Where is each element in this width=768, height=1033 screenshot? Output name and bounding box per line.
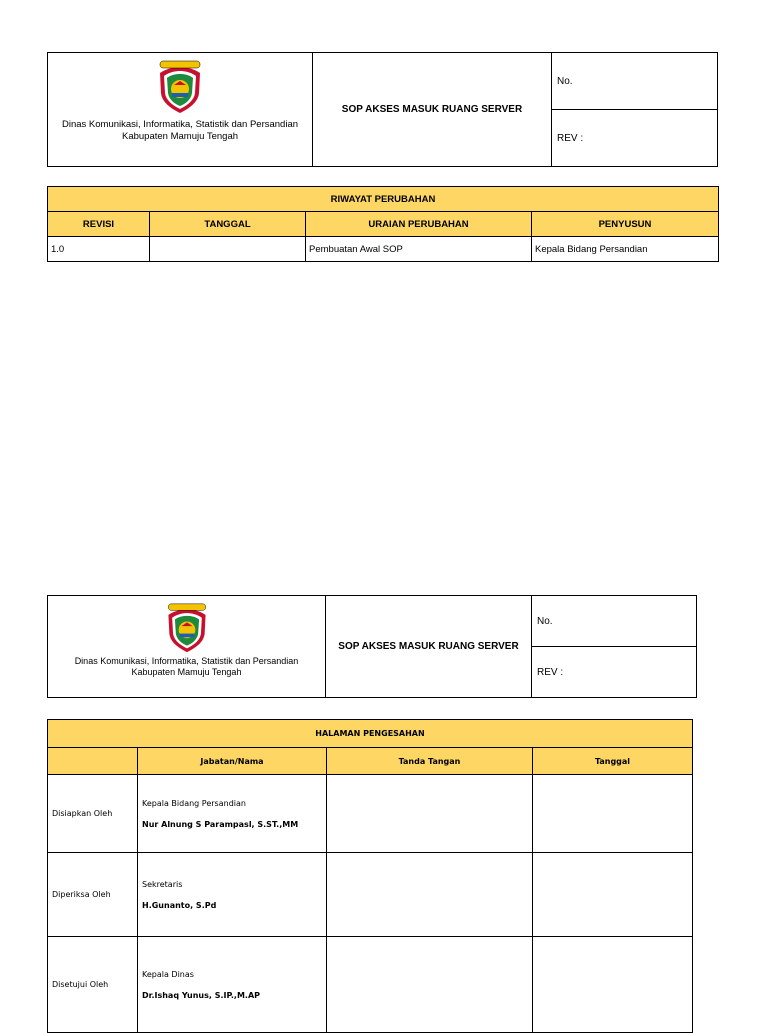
pengesahan-title: HALAMAN PENGESAHAN [48, 720, 693, 748]
table-row [48, 775, 693, 853]
cell-role: Diperiksa Oleh [48, 853, 138, 937]
person-name: Nur Alnung S Parampasl, S.ST.,MM [142, 819, 299, 829]
signature-cell [327, 853, 533, 937]
cell-revisi: 1.0 [48, 237, 150, 262]
column-header-jabatan-nama: Jabatan/Nama [138, 748, 327, 775]
column-header-role [48, 748, 138, 775]
revision-field: REV : [532, 647, 697, 698]
table-row [48, 853, 693, 937]
sop-header-1 [47, 52, 718, 167]
header-logo-cell [48, 596, 326, 698]
position-text: Kepala Bidang Persandian [142, 798, 246, 808]
sop-title: SOP AKSES MASUK RUANG SERVER [313, 53, 552, 167]
organization-line-2: Kabupaten Mamuju Tengah [121, 131, 239, 142]
halaman-pengesahan-table [47, 719, 693, 1033]
table-row [48, 937, 693, 1033]
cell-role: Disiapkan Oleh [48, 775, 138, 853]
date-cell [533, 937, 693, 1033]
column-header-penyusun: PENYUSUN [532, 212, 719, 237]
organization-line-1: Dinas Komunikasi, Informatika, Statistik dan Persandian [61, 119, 299, 130]
organization-name [48, 656, 325, 678]
sop-header-2 [47, 595, 697, 698]
cell-uraian: Pembuatan Awal SOP [306, 237, 532, 262]
sop-title: SOP AKSES MASUK RUANG SERVER [326, 596, 532, 698]
cell-role: Disetujui Oleh [48, 937, 138, 1033]
date-cell [533, 853, 693, 937]
riwayat-title: RIWAYAT PERUBAHAN [48, 187, 719, 212]
table-row [48, 237, 719, 262]
document-number-field: No. [532, 596, 697, 647]
cell-jabatan-nama [138, 853, 327, 937]
cell-penyusun: Kepala Bidang Persandian [532, 237, 719, 262]
person-name: H.Gunanto, S.Pd [142, 900, 217, 910]
organization-line-2: Kabupaten Mamuju Tengah [131, 667, 242, 677]
revision-field: REV : [552, 110, 718, 167]
signature-cell [327, 937, 533, 1033]
header-logo-cell [48, 53, 313, 167]
riwayat-perubahan-table [47, 186, 719, 262]
organization-line-1: Dinas Komunikasi, Informatika, Statistik dan Persandian [74, 656, 299, 666]
cell-tanggal [150, 237, 306, 262]
position-text: Kepala Dinas [142, 969, 194, 979]
column-header-tanggal: Tanggal [533, 748, 693, 775]
mamuju-tengah-crest-icon [152, 59, 208, 115]
position-text: Sekretaris [142, 879, 183, 889]
column-header-revisi: REVISI [48, 212, 150, 237]
column-header-uraian: URAIAN PERUBAHAN [306, 212, 532, 237]
column-header-tanda-tangan: Tanda Tangan [327, 748, 533, 775]
cell-jabatan-nama [138, 937, 327, 1033]
signature-cell [327, 775, 533, 853]
date-cell [533, 775, 693, 853]
organization-name [48, 119, 312, 143]
mamuju-tengah-crest-icon [161, 602, 213, 654]
document-number-field: No. [552, 53, 718, 110]
column-header-tanggal: TANGGAL [150, 212, 306, 237]
person-name: Dr.Ishaq Yunus, S.IP.,M.AP [142, 990, 261, 1000]
cell-jabatan-nama [138, 775, 327, 853]
